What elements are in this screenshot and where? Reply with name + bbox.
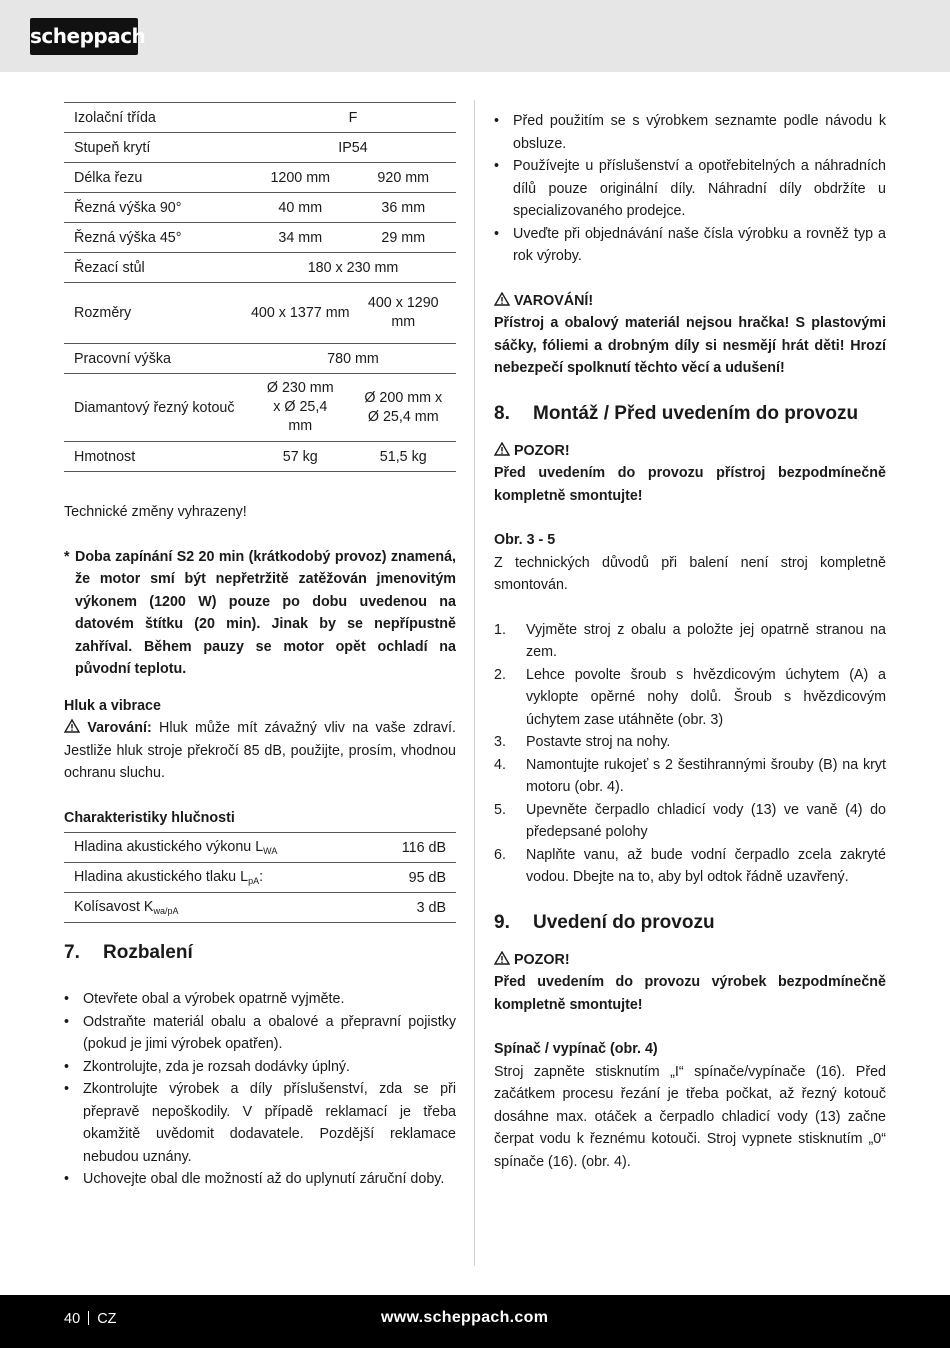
spec-label: Délka řezu (64, 163, 250, 193)
section-8-heading (494, 402, 886, 426)
spec-value: 40 mm (250, 193, 351, 223)
table-row (64, 253, 456, 283)
list-item: 2. Lehce povolte šroub s hvězdicovým úchytem (A) a vyklopte opěrné nohy dolů. Šroub s hvězdicovým úchytem zase utáhněte (obr. 3) (494, 666, 886, 728)
caution-title: POZOR! (494, 440, 886, 463)
spec-value: 36 mm (351, 193, 456, 223)
list-item: 5. Upevněte čerpadlo chladicí vody (13) ve vaně (4) do předepsané polohy (494, 801, 886, 840)
noise-value: 116 dB (356, 833, 456, 863)
list-item: • Zkontrolujte výrobek a díly příslušenství, zda se při přepravě nepoškodily. V případě reklamací je třeba okamžitě uvědomit dodavatele. Pozdější reklamace nebudou uznány. (64, 1078, 456, 1168)
spec-label: Hmotnost (64, 442, 250, 472)
spec-value: 400 x 1377 mm (250, 283, 351, 344)
table-row (64, 344, 456, 374)
list-item: • Uveďte při objednávání naše čísla výrobku a rovněž typ a rok výroby. (494, 223, 886, 268)
section-title: Uvedení do provozu (533, 911, 715, 933)
spec-table (64, 102, 456, 472)
noise-label: Hladina akustického tlaku $L_{pA}$: (64, 863, 356, 893)
list-item: • Používejte u příslušenství a opotřebitelných a náhradních dílů pouze originální díly. Náhradní díly obdržíte u specializovaného prodejce. (494, 155, 886, 223)
table-row (64, 863, 456, 893)
table-row (64, 374, 456, 442)
spec-value: F (250, 103, 456, 133)
spec-label: Rozměry (64, 283, 250, 344)
table-row (64, 163, 456, 193)
unpacking-list (64, 988, 456, 1191)
list-item: • Otevřete obal a výrobek opatrně vyjměte. (64, 988, 456, 1011)
page-number: 40 CZ (64, 1311, 117, 1327)
noise-table (64, 832, 456, 923)
section-title: Rozbalení (103, 942, 193, 963)
warning-icon (494, 951, 510, 965)
figure-reference: Obr. 3 - 5 (494, 532, 556, 548)
noise-value: 3 dB (356, 893, 456, 923)
duty-cycle-footnote (64, 546, 456, 681)
table-row (64, 103, 456, 133)
section-title: Montáž / Před uvedením do provozu (533, 402, 859, 424)
spec-label: Pracovní výška (64, 344, 250, 374)
spec-label: Řezná výška 90° (64, 193, 250, 223)
technical-changes-note: Technické změny vyhrazeny! (64, 504, 247, 520)
list-item: • Před použitím se s výrobkem seznamte podle návodu k obsluze. (494, 110, 886, 155)
right-column (494, 102, 886, 1173)
table-row (64, 283, 456, 344)
left-column (64, 102, 456, 1191)
list-item: 6. Naplňte vanu, až bude vodní čerpadlo zcela zakryté vodou. Dbejte na to, aby byl odtok řádně uzavřený. (494, 846, 886, 885)
table-row (64, 442, 456, 472)
table-row (64, 133, 456, 163)
section-number: 9. (494, 911, 510, 933)
warning-icon (494, 292, 510, 306)
spec-label: Stupeň krytí (64, 133, 250, 163)
warning-text: Přístroj a obalový materiál nejsou hračka! S plastovými sáčky, fóliemi a drobným díly si nesmějí hrát děti! Hrozí nebezpečí spolknutí těchto věcí a udušení! (494, 315, 886, 376)
noise-warning-text: Hluk může mít závažný vliv na vaše zdraví. Jestliže hluk stroje překročí 85 dB, použijte, prosím, vhodnou ochranu sluchu. (64, 720, 456, 781)
spare-parts-list (494, 110, 886, 268)
list-item: • Uchovejte obal dle možností až do uplynutí záruční doby. (64, 1168, 456, 1191)
spec-value: 400 x 1290 mm (351, 283, 456, 344)
spec-value: 1200 mm (250, 163, 351, 193)
list-item: 4. Namontujte rukojeť s 2 šestihrannými šrouby (B) na kryt motoru (obr. 4). (494, 756, 886, 795)
spec-label: Řezná výška 45° (64, 223, 250, 253)
spec-label: Diamantový řezný kotouč (64, 374, 250, 442)
caution-text: Před uvedením do provozu výrobek bezpodmínečně kompletně smontujte! (494, 974, 886, 1013)
noise-label: Kolísavost $K_{wa/pA}$ (64, 893, 356, 923)
assembly-steps (494, 619, 886, 889)
list-item: 1. Vyjměte stroj z obalu a položte jej opatrně stranou na zem. (494, 621, 886, 660)
list-item: • Zkontrolujte, zda je rozsah dodávky úplný. (64, 1056, 456, 1079)
page-footer (0, 1295, 950, 1348)
table-row (64, 223, 456, 253)
spec-value: Ø 230 mm x Ø 25,4 mm (250, 374, 351, 442)
spec-value: 51,5 kg (351, 442, 456, 472)
spec-value: 920 mm (351, 163, 456, 193)
warning-icon (494, 442, 510, 456)
section-number: 7. (64, 942, 80, 963)
spec-value: IP54 (250, 133, 456, 163)
spec-value: 34 mm (250, 223, 351, 253)
noise-value: 95 dB (356, 863, 456, 893)
section-7-heading (64, 941, 456, 965)
spec-label: Řezací stůl (64, 253, 250, 283)
caution-text: Před uvedením do provozu přístroj bezpodmínečně kompletně smontujte! (494, 465, 886, 504)
spec-value: 29 mm (351, 223, 456, 253)
noise-characteristics-heading: Charakteristiky hlučnosti (64, 809, 235, 826)
warning-icon (64, 719, 80, 733)
spec-value: 780 mm (250, 344, 456, 374)
noise-label: Hladina akustického výkonu $L_{WA}$ (64, 833, 356, 863)
list-item: • Odstraňte materiál obalu a obalové a přepravní pojistky (pokud je jimi výrobek opatřen). (64, 1011, 456, 1056)
spec-value: Ø 200 mm x Ø 25,4 mm (351, 374, 456, 442)
caution-title: POZOR! (494, 949, 886, 972)
warning-title: VAROVÁNÍ! (494, 290, 886, 313)
switch-heading: Spínač / vypínač (obr. 4) (494, 1041, 658, 1057)
table-row (64, 893, 456, 923)
assembly-intro: Z technických důvodů při balení není stroj kompletně smontován. (494, 554, 886, 593)
noise-warning-label: Varování: (87, 720, 152, 736)
spec-value: 180 x 230 mm (250, 253, 456, 283)
section-number: 8. (494, 402, 510, 424)
website-url: www.scheppach.com (381, 1309, 549, 1326)
section-9-heading (494, 911, 886, 935)
scheppach-logo: scheppach (30, 18, 138, 55)
table-row (64, 833, 456, 863)
spec-label: Izolační třída (64, 103, 250, 133)
footnote-text: Doba zapínání S2 20 min (krátkodobý provoz) znamená, že motor smí být nepřetržitě zatěžován jmenovitým výkonem (1200 W) pouze po dobu uvedenou na datovém štítku (20 min). Jinak by se nepřípustně zahříval. Během pauzy se motor opět ochladí na původní teplotu. (75, 548, 456, 677)
switch-text: Stroj zapněte stisknutím „I“ spínače/vypínače (16). Před začátkem procesu řezání je třeba počkat, až řezný kotouč dosáhne max. otáček a čerpadlo chladicí vody (13) začne čerpat vodu k řeznému kotouči. Stroj vypnete stisknutím „0“ spínače (16). (obr. 4). (494, 1063, 886, 1170)
noise-heading: Hluk a vibrace (64, 697, 161, 714)
list-item: 3. Postavte stroj na nohy. (494, 734, 671, 750)
column-divider (474, 100, 475, 1266)
page-header (0, 0, 950, 72)
table-row (64, 193, 456, 223)
footnote-star: * (64, 548, 70, 565)
noise-warning (64, 717, 456, 785)
spec-value: 57 kg (250, 442, 351, 472)
